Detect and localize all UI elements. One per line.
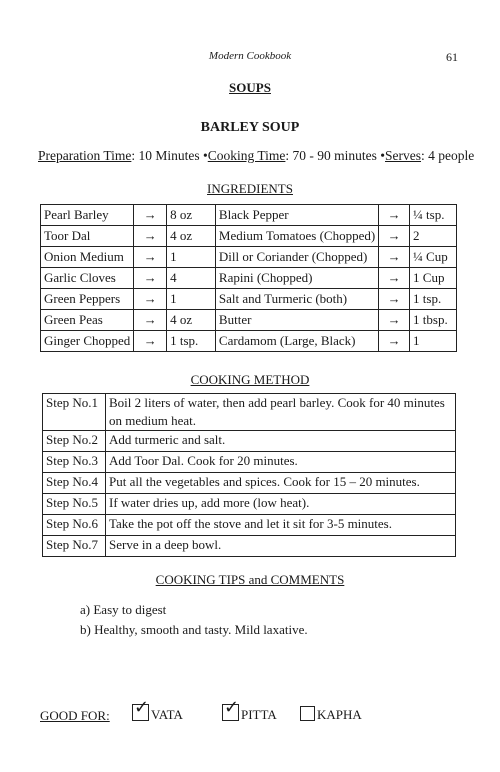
ingredient-qty: 1: [167, 289, 216, 310]
tip-text: Easy to digest: [93, 602, 167, 617]
table-row: [43, 452, 456, 473]
table-row: [43, 473, 456, 494]
ingredient-name: Cardamom (Large, Black): [215, 331, 378, 352]
ingredient-name: Garlic Cloves: [41, 268, 134, 289]
ingredient-name: Dill or Coriander (Chopped): [215, 247, 378, 268]
ingredient-qty: 1 tsp.: [167, 331, 216, 352]
arrow-icon: →: [134, 226, 167, 247]
kapha-checkbox[interactable]: [300, 706, 362, 723]
arrow-icon: →: [134, 205, 167, 226]
step-text: Boil 2 liters of water, then add pearl barley. Cook for 40 minutes on medium heat.: [106, 394, 456, 431]
tips-heading: COOKING TIPS and COMMENTS: [155, 572, 345, 587]
step-text: If water dries up, add more (low heat).: [106, 494, 456, 515]
ingredient-qty: 4 oz: [167, 226, 216, 247]
ingredient-name: Green Peas: [41, 310, 134, 331]
ingredient-qty: 2: [410, 226, 457, 247]
checkbox-label: VATA: [151, 707, 183, 722]
ingredient-name: Medium Tomatoes (Chopped): [215, 226, 378, 247]
step-label: Step No.4: [43, 473, 106, 494]
arrow-icon: →: [379, 247, 410, 268]
table-row: [43, 515, 456, 536]
ingredient-name: Black Pepper: [215, 205, 378, 226]
serves-value: : 4 people: [421, 148, 475, 163]
list-marker: a): [80, 602, 91, 617]
ingredient-qty: 4: [167, 268, 216, 289]
vata-checkbox[interactable]: [132, 697, 183, 723]
cook-time-value: : 70 - 90 minutes: [285, 148, 377, 163]
table-row: [43, 431, 456, 452]
ingredients-heading: INGREDIENTS: [207, 181, 293, 196]
section-title: SOUPS: [229, 80, 271, 95]
arrow-icon: →: [379, 205, 410, 226]
arrow-icon: →: [134, 310, 167, 331]
prep-time-value: : 10 Minutes: [131, 148, 200, 163]
ingredient-qty: 1: [167, 247, 216, 268]
arrow-icon: →: [134, 268, 167, 289]
checkbox-label: KAPHA: [317, 707, 362, 722]
arrow-icon: →: [134, 289, 167, 310]
prep-time-label: Preparation Time: [38, 148, 132, 163]
step-text: Add turmeric and salt.: [106, 431, 456, 452]
checkbox-checked-icon: [132, 697, 150, 721]
table-row: [41, 226, 457, 247]
ingredient-name: Rapini (Chopped): [215, 268, 378, 289]
step-text: Take the pot off the stove and let it sit for 3-5 minutes.: [106, 515, 456, 536]
table-row: [43, 394, 456, 431]
arrow-icon: →: [379, 289, 410, 310]
checkbox-checked-icon: [222, 697, 240, 721]
table-row: [43, 494, 456, 515]
ingredient-qty: 4 oz: [167, 310, 216, 331]
ingredient-name: Ginger Chopped: [41, 331, 134, 352]
ingredient-qty: 1: [410, 331, 457, 352]
ingredient-qty: ¼ tsp.: [410, 205, 457, 226]
step-label: Step No.5: [43, 494, 106, 515]
serves-label: Serves: [385, 148, 422, 163]
arrow-icon: →: [379, 331, 410, 352]
step-text: Serve in a deep bowl.: [106, 536, 456, 557]
table-row: [41, 331, 457, 352]
ingredient-qty: 1 tbsp.: [410, 310, 457, 331]
arrow-icon: →: [134, 247, 167, 268]
arrow-icon: →: [379, 310, 410, 331]
ingredient-name: Salt and Turmeric (both): [215, 289, 378, 310]
list-item: [80, 620, 308, 640]
step-text: Add Toor Dal. Cook for 20 minutes.: [106, 452, 456, 473]
page-number: 61: [446, 50, 458, 64]
ingredient-name: Toor Dal: [41, 226, 134, 247]
step-label: Step No.1: [43, 394, 106, 431]
table-row: [43, 536, 456, 557]
recipe-meta: [38, 148, 474, 164]
table-row: [41, 205, 457, 226]
recipe-title: BARLEY SOUP: [200, 120, 300, 135]
pitta-checkbox[interactable]: [222, 697, 277, 723]
good-for-label: GOOD FOR:: [40, 708, 110, 723]
ingredient-qty: 8 oz: [167, 205, 216, 226]
arrow-icon: →: [379, 226, 410, 247]
ingredient-qty: 1 tsp.: [410, 289, 457, 310]
cook-time-label: Cooking Time: [207, 148, 286, 163]
table-row: [41, 268, 457, 289]
step-label: Step No.3: [43, 452, 106, 473]
arrow-icon: →: [134, 331, 167, 352]
check-mark-icon: ✓: [134, 697, 150, 718]
method-table: [42, 393, 456, 557]
ingredient-qty: ¼ Cup: [410, 247, 457, 268]
list-item: [80, 600, 308, 620]
tip-text: Healthy, smooth and tasty. Mild laxative.: [94, 622, 308, 637]
ingredient-name: Onion Medium: [41, 247, 134, 268]
ingredient-name: Butter: [215, 310, 378, 331]
step-label: Step No.7: [43, 536, 106, 557]
checkbox-label: PITTA: [241, 707, 277, 722]
ingredient-name: Green Peppers: [41, 289, 134, 310]
step-label: Step No.2: [43, 431, 106, 452]
bullet: •: [203, 148, 208, 163]
ingredient-name: Pearl Barley: [41, 205, 134, 226]
table-row: [41, 247, 457, 268]
table-row: [41, 289, 457, 310]
bullet: •: [380, 148, 386, 163]
method-heading: COOKING METHOD: [190, 372, 310, 387]
arrow-icon: →: [379, 268, 410, 289]
table-row: [41, 310, 457, 331]
ingredient-qty: 1 Cup: [410, 268, 457, 289]
tips-list: [80, 600, 308, 640]
book-title: Modern Cookbook: [208, 50, 292, 62]
step-label: Step No.6: [43, 515, 106, 536]
check-mark-icon: ✓: [224, 697, 240, 718]
checkbox-empty-icon: [300, 706, 315, 721]
ingredients-table: [40, 204, 457, 352]
step-text: Put all the vegetables and spices. Cook for 15 – 20 minutes.: [106, 473, 456, 494]
list-marker: b): [80, 622, 91, 637]
